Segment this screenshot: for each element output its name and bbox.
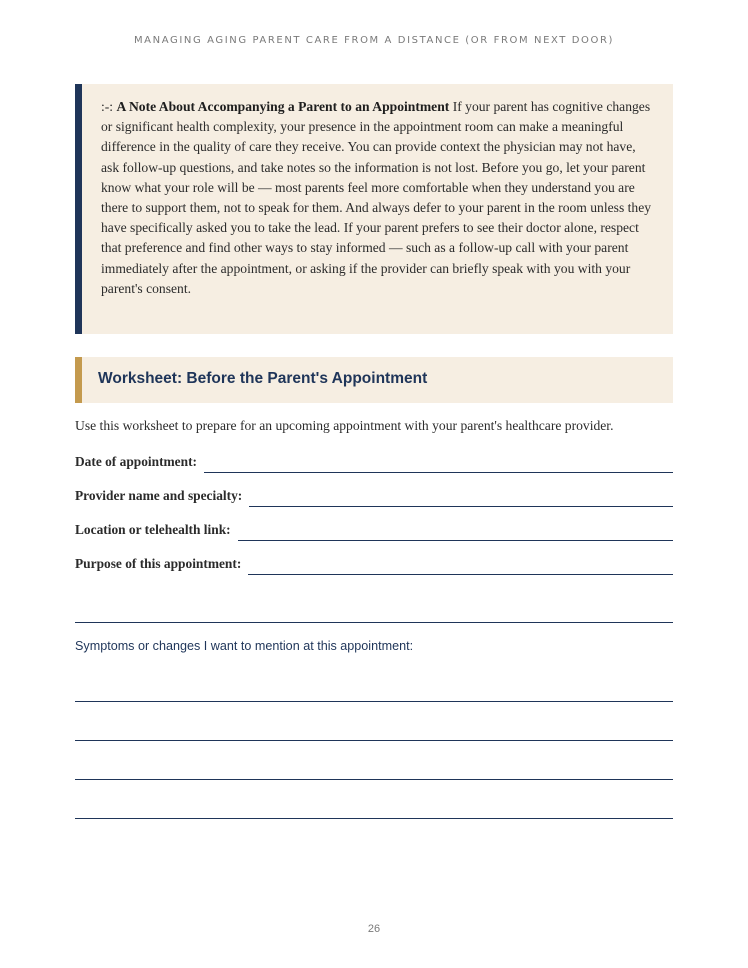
note-accent-bar	[75, 84, 82, 334]
worksheet-title: Worksheet: Before the Parent's Appointment	[98, 370, 428, 387]
note-callout	[75, 84, 673, 334]
note-title: A Note About Accompanying a Parent to an Appointment	[116, 99, 450, 114]
field-provider-name-specialty	[75, 485, 673, 507]
field-label: Purpose of this appointment:	[75, 556, 242, 571]
field-blank-line[interactable]	[238, 539, 673, 541]
note-prefix: :-:	[101, 99, 117, 114]
symptoms-line-4[interactable]	[75, 818, 673, 819]
symptoms-line-1[interactable]	[75, 701, 673, 702]
field-label: Location or telehealth link:	[75, 522, 231, 537]
note-body: If your parent has cognitive changes or significant health complexity, your presence in the appointment room can make a meaningful difference in the quality of care they receive. You can provide context the physician may not have, ask follow-up questions, and take notes so the information is not lost. Before you go, let your parent know what your role will be — most parents feel more comfortable when they understand you are there to support them, not to speak for them. And always defer to your parent in the room unless they have specifically asked you to take the lead. If your parent prefers to see their doctor alone, respect that preference and find other ways to stay informed — such as a follow-up call with your parent immediately after the appointment, or asking if the provider can briefly speak with you with your parent's consent.	[101, 99, 652, 296]
worksheet-title-box	[75, 357, 673, 403]
field-label: Date of appointment:	[75, 454, 197, 469]
worksheet-accent-bar	[75, 357, 82, 403]
field-location-telehealth-link	[75, 519, 673, 541]
purpose-continuation-line[interactable]	[75, 622, 673, 623]
page-number: 26	[367, 923, 381, 935]
note-text	[101, 97, 657, 299]
symptoms-line-2[interactable]	[75, 740, 673, 741]
field-blank-line[interactable]	[249, 505, 673, 507]
running-header: MANAGING AGING PARENT CARE FROM A DISTANCE (OR FROM NEXT DOOR)	[133, 35, 615, 46]
field-date-of-appointment	[75, 451, 673, 473]
symptoms-label: Symptoms or changes I want to mention at this appointment:	[75, 639, 414, 653]
field-blank-line[interactable]	[204, 471, 673, 473]
field-label: Provider name and specialty:	[75, 488, 243, 503]
field-blank-line[interactable]	[248, 573, 673, 575]
symptoms-line-3[interactable]	[75, 779, 673, 780]
field-purpose-of-appointment	[75, 553, 673, 575]
worksheet-intro: Use this worksheet to prepare for an upcoming appointment with your parent's healthcare provider.	[75, 418, 614, 433]
